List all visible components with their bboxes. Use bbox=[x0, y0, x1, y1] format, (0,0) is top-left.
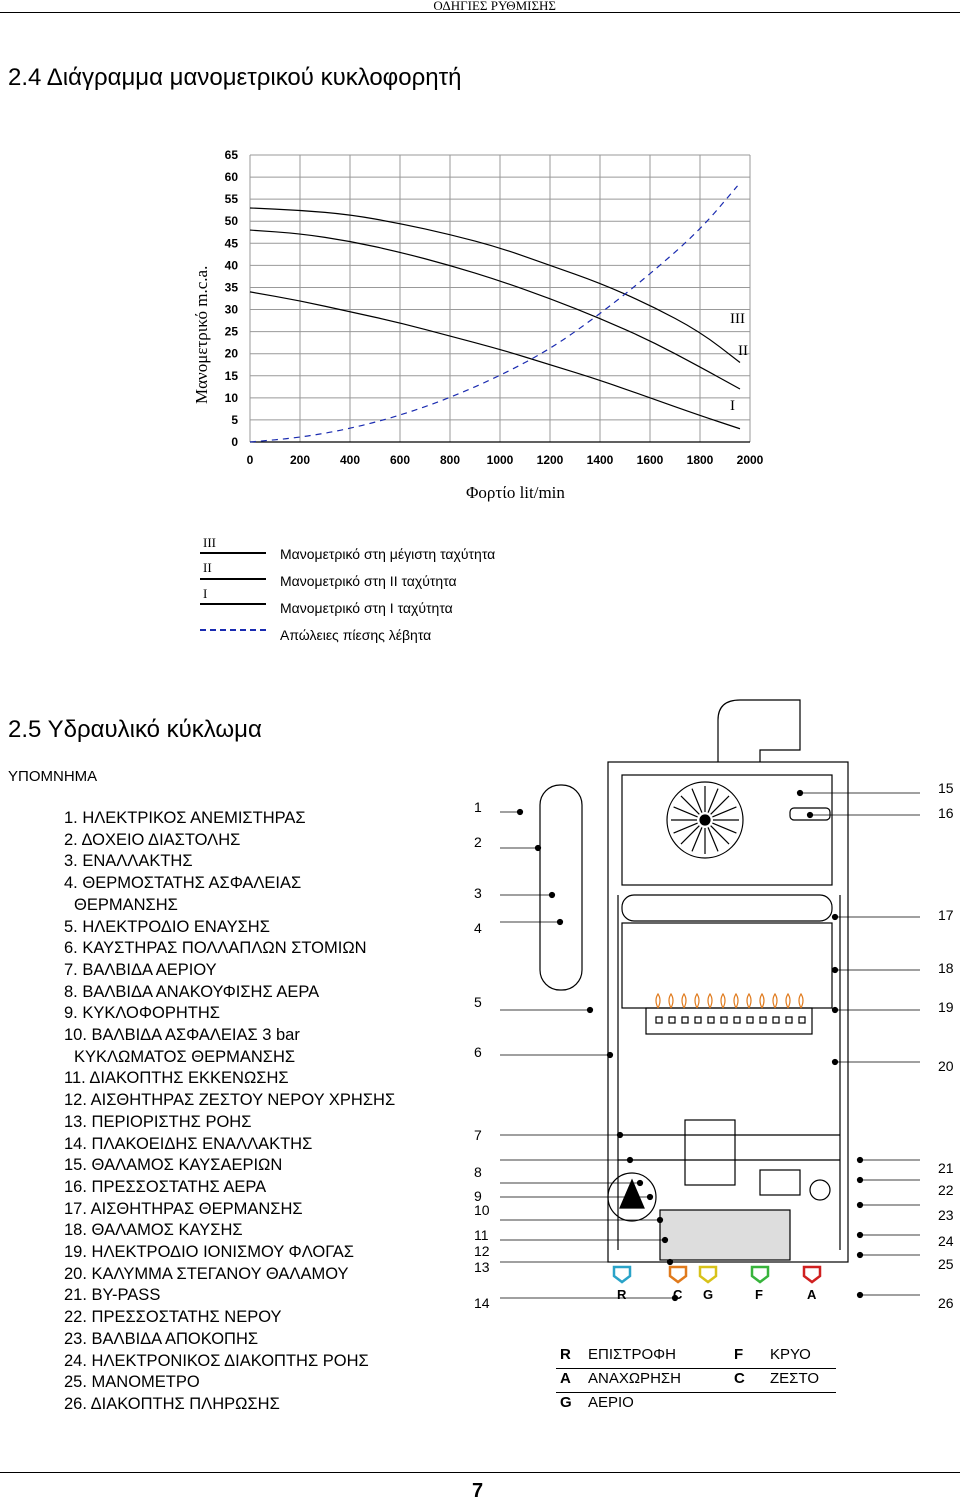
component-item bbox=[64, 851, 193, 873]
series-line-losses bbox=[250, 186, 738, 442]
y-tick-label: 40 bbox=[224, 258, 238, 273]
component-number: 11. bbox=[64, 1069, 90, 1088]
leader-dot bbox=[658, 1218, 663, 1223]
y-tick-label: 30 bbox=[224, 302, 238, 317]
leader-dot bbox=[588, 1008, 593, 1013]
connection-letter: A bbox=[807, 1287, 817, 1302]
component-number: 19. bbox=[64, 1243, 92, 1261]
component-label-cont: ΘΕΡΜΑΝΣΗΣ bbox=[74, 895, 178, 914]
fan-hub bbox=[700, 815, 710, 825]
burner-flame bbox=[734, 994, 738, 1008]
component-item bbox=[64, 1285, 160, 1307]
component-label: ΒΑΛΒΙΔΑ ΑΠΟΚΟΠΗΣ bbox=[91, 1329, 259, 1348]
component-label-cont: ΚΥΚΛΩΜΑΤΟΣ ΘΕΡΜΑΝΣΗΣ bbox=[74, 1047, 296, 1066]
component-item bbox=[64, 873, 301, 916]
legend-line-iii bbox=[200, 552, 266, 554]
y-tick-label: 25 bbox=[224, 324, 238, 339]
component-number: 15. bbox=[64, 1156, 92, 1175]
callout-number: 20 bbox=[938, 1058, 954, 1074]
code-letter-g: G bbox=[560, 1394, 572, 1411]
leader-dot bbox=[808, 813, 813, 818]
connection-arrow bbox=[804, 1267, 820, 1282]
legend-text-ii: Μανομετρικό στη II ταχύτητα bbox=[280, 573, 457, 589]
page-number: 7 bbox=[472, 1480, 484, 1502]
component-number: 4. bbox=[64, 874, 83, 893]
burner-nozzle bbox=[695, 1017, 701, 1023]
leader-dot bbox=[558, 920, 563, 925]
component-item bbox=[64, 1372, 200, 1394]
component-label: BY-PASS bbox=[91, 1286, 161, 1305]
component-number: 6. bbox=[64, 939, 83, 958]
callout-number: 3 bbox=[474, 885, 482, 901]
legend-text-iii: Μανομετρικό στη μέγιστη ταχύτητα bbox=[280, 546, 496, 562]
x-tick-label: 1800 bbox=[686, 453, 714, 467]
chart-y-label: Μανομετρικό m.c.a. bbox=[192, 265, 211, 404]
callout-number: 7 bbox=[474, 1127, 482, 1143]
component-number: 18. bbox=[64, 1221, 92, 1240]
x-tick-label: 1000 bbox=[486, 453, 514, 467]
code-label-a: ΑΝΑΧΩΡΗΣΗ bbox=[588, 1370, 682, 1387]
component-number: 2. bbox=[64, 830, 82, 849]
burner-nozzle bbox=[721, 1017, 727, 1023]
component-label: ΠΡΕΣΣΟΣΤΑΤΗΣ ΑΕΡΑ bbox=[91, 1177, 267, 1196]
component-item bbox=[64, 1264, 349, 1286]
callout-number: 13 bbox=[474, 1259, 490, 1275]
burner-flame bbox=[747, 994, 751, 1008]
callout-number: 18 bbox=[938, 960, 954, 976]
callout-number: 10 bbox=[474, 1202, 490, 1218]
component-label: ΘΑΛΑΜΟΣ ΚΑΥΣΗΣ bbox=[91, 1221, 243, 1240]
leader-dot bbox=[550, 893, 555, 898]
component-label: ΒΑΛΒΙΔΑ ΑΕΡΙΟΥ bbox=[82, 960, 217, 979]
component-label: ΠΕΡΙΟΡΙΣΤΗΣ ΡΟΗΣ bbox=[91, 1112, 252, 1131]
callout-number: 6 bbox=[474, 1044, 482, 1060]
legend-roman-ii: II bbox=[203, 560, 212, 575]
y-tick-label: 20 bbox=[224, 346, 238, 361]
component-label: ΘΑΛΑΜΟΣ ΚΑΥΣΑΕΡΙΩΝ bbox=[91, 1156, 283, 1175]
callout-number: 12 bbox=[474, 1243, 490, 1259]
component-number: 9. bbox=[64, 1004, 83, 1023]
burner-nozzle bbox=[669, 1017, 675, 1023]
footer-rule bbox=[0, 1472, 960, 1473]
code-label-c: ΖΕΣΤΟ bbox=[770, 1370, 819, 1387]
y-tick-label: 15 bbox=[224, 368, 238, 383]
legend-roman-i: I bbox=[203, 586, 208, 601]
callout-number: 21 bbox=[938, 1160, 954, 1176]
burner-flame bbox=[721, 994, 725, 1008]
burner-nozzle bbox=[734, 1017, 740, 1023]
burner-flame bbox=[695, 994, 699, 1008]
component-item bbox=[64, 982, 319, 1004]
component-item bbox=[64, 808, 306, 830]
running-header: ΟΔΗΓΙΕΣ ΡΥΘΜΙΣΗΣ bbox=[433, 0, 556, 13]
leader-dot bbox=[608, 1053, 613, 1058]
cross-pipes bbox=[618, 1135, 840, 1160]
x-tick-label: 0 bbox=[246, 453, 254, 467]
code-label-g: ΑΕΡΙΟ bbox=[588, 1394, 634, 1411]
x-tick-label: 600 bbox=[389, 453, 411, 467]
component-item bbox=[64, 1307, 282, 1329]
component-item bbox=[64, 1329, 258, 1351]
chart-x-label: Φορτίο lit/min bbox=[466, 483, 565, 502]
leader-dot bbox=[668, 1260, 673, 1265]
legend-text-losses: Απώλειες πίεσης λέβητα bbox=[280, 627, 432, 643]
x-tick-label: 2000 bbox=[736, 453, 764, 467]
burner-flame bbox=[799, 994, 803, 1008]
callout-number: 25 bbox=[938, 1256, 954, 1272]
component-label: ΚΑΛΥΜΜΑ ΣΤΕΓΑΝΟΥ ΘΑΛΑΜΟΥ bbox=[91, 1264, 349, 1283]
component-number: 14. bbox=[64, 1134, 92, 1153]
component-label: ΒΑΛΒΙΔΑ ΑΝΑΚΟΥΦΙΣΗΣ ΑΕΡΑ bbox=[82, 982, 320, 1001]
legend-text-i: Μανομετρικό στη I ταχύτητα bbox=[280, 600, 453, 616]
burner-nozzle bbox=[682, 1017, 688, 1023]
component-number: 25. bbox=[64, 1373, 92, 1392]
component-number: 21. bbox=[64, 1286, 92, 1305]
component-number: 3. bbox=[64, 852, 83, 871]
curve-label: II bbox=[738, 343, 748, 359]
component-label: ΠΡΕΣΣΟΣΤΑΤΗΣ ΝΕΡΟΥ bbox=[91, 1308, 282, 1327]
connection-letter: R bbox=[617, 1287, 627, 1302]
component-item bbox=[64, 917, 270, 939]
component-item bbox=[64, 1351, 369, 1373]
y-tick-label: 0 bbox=[231, 435, 238, 449]
leader-dot bbox=[858, 1233, 863, 1238]
x-tick-label: 200 bbox=[289, 453, 311, 467]
code-letter-r: R bbox=[560, 1346, 571, 1363]
y-tick-label: 45 bbox=[224, 236, 238, 251]
connection-arrow bbox=[670, 1267, 686, 1282]
callout-number: 22 bbox=[938, 1182, 954, 1198]
component-item bbox=[64, 960, 217, 982]
component-label: ΚΥΚΛΟΦΟΡΗΤΗΣ bbox=[82, 1004, 220, 1023]
component-number: 24. bbox=[64, 1351, 92, 1370]
component-label: ΑΙΣΘΗΤΗΡΑΣ ΖΕΣΤΟΥ ΝΕΡΟΥ ΧΡΗΣΗΣ bbox=[90, 1091, 396, 1110]
leader-dot bbox=[663, 1238, 668, 1243]
callout-number: 1 bbox=[474, 799, 482, 815]
leader-dot bbox=[858, 1158, 863, 1163]
diagram-lines bbox=[500, 700, 920, 1301]
code-label-f: ΚΡΥΟ bbox=[770, 1346, 811, 1363]
hydraulic-circuit-diagram bbox=[460, 690, 960, 1330]
leader-dot bbox=[833, 915, 838, 920]
burner-nozzle bbox=[747, 1017, 753, 1023]
x-tick-label: 1600 bbox=[636, 453, 664, 467]
burner-flame bbox=[786, 994, 790, 1008]
x-tick-label: 1200 bbox=[536, 453, 564, 467]
flue-pipe bbox=[718, 700, 800, 762]
burner-nozzle bbox=[799, 1017, 805, 1023]
leader-dot bbox=[518, 810, 523, 815]
component-item bbox=[64, 1090, 395, 1112]
section-title-hydraulic: 2.5 Υδραυλικό κύκλωμα bbox=[8, 716, 262, 743]
component-item bbox=[64, 1068, 289, 1090]
leader-dot bbox=[858, 1178, 863, 1183]
component-label: ΗΛΕΚΤΡΙΚΟΣ ΑΝΕΜΙΣΤΗΡΑΣ bbox=[82, 809, 306, 827]
component-item bbox=[64, 1199, 303, 1221]
leader-dot bbox=[858, 1253, 863, 1258]
callout-number: 9 bbox=[474, 1188, 482, 1204]
section-title-pump-diagram: 2.4 Διάγραμμα μανομετρικού κυκλοφορητή bbox=[8, 64, 462, 91]
component-number: 1. bbox=[64, 809, 83, 827]
burner bbox=[646, 1008, 812, 1034]
x-tick-label: 1400 bbox=[586, 453, 614, 467]
y-tick-label: 55 bbox=[224, 192, 238, 207]
component-item bbox=[64, 1025, 300, 1068]
series-line-I bbox=[250, 292, 740, 429]
component-item bbox=[64, 1394, 280, 1416]
code-label-r: ΕΠΙΣΤΡΟΦΗ bbox=[588, 1346, 676, 1363]
component-label: ΗΛΕΚΤΡΟΔΙΟ ΙΟΝΙΣΜΟΥ ΦΛΟΓΑΣ bbox=[91, 1243, 354, 1261]
leader-dot bbox=[638, 1181, 643, 1186]
component-number: 20. bbox=[64, 1264, 92, 1283]
callout-number: 24 bbox=[938, 1233, 954, 1249]
callout-number: 5 bbox=[474, 994, 482, 1010]
component-number: 5. bbox=[64, 917, 83, 936]
callout-number: 11 bbox=[474, 1227, 489, 1243]
pump-head-chart bbox=[200, 140, 790, 480]
y-tick-label: 10 bbox=[224, 390, 238, 405]
leader-dot bbox=[628, 1158, 633, 1163]
component-item bbox=[64, 1220, 243, 1242]
component-item bbox=[64, 1003, 220, 1025]
water-pressure-switch bbox=[760, 1170, 800, 1195]
gas-valve bbox=[685, 1120, 735, 1185]
leader-dot bbox=[833, 1008, 838, 1013]
component-number: 8. bbox=[64, 982, 83, 1001]
leader-dot bbox=[833, 968, 838, 973]
x-tick-label: 400 bbox=[339, 453, 361, 467]
component-item bbox=[64, 1155, 282, 1177]
curve-label: I bbox=[730, 398, 735, 414]
manometer bbox=[810, 1180, 830, 1200]
component-number: 22. bbox=[64, 1308, 92, 1327]
callout-number: 8 bbox=[474, 1164, 482, 1180]
component-label: ΗΛΕΚΤΡΟΝΙΚΟΣ ΔΙΑΚΟΠΤΗΣ ΡΟΗΣ bbox=[91, 1351, 369, 1370]
codes-divider-1 bbox=[556, 1368, 836, 1369]
leader-dot bbox=[858, 1203, 863, 1208]
component-item bbox=[64, 1177, 266, 1199]
connection-arrow bbox=[614, 1267, 630, 1282]
component-label: ΕΝΑΛΛΑΚΤΗΣ bbox=[82, 852, 193, 871]
component-item bbox=[64, 1112, 251, 1134]
y-tick-label: 35 bbox=[224, 280, 238, 295]
legend-line-i bbox=[200, 603, 266, 605]
legend-line-ii bbox=[200, 578, 266, 580]
component-label: ΗΛΕΚΤΡΟΔΙΟ ΕΝΑΥΣΗΣ bbox=[82, 917, 270, 936]
callout-number: 15 bbox=[938, 780, 954, 796]
connection-arrow bbox=[752, 1267, 768, 1282]
y-tick-label: 60 bbox=[224, 170, 238, 185]
component-label: ΠΛΑΚΟΕΙΔΗΣ ΕΝΑΛΛΑΚΤΗΣ bbox=[91, 1134, 313, 1153]
leader-dot bbox=[833, 1060, 838, 1065]
legend-line-losses bbox=[200, 629, 266, 631]
plate-heat-exchanger bbox=[660, 1210, 790, 1260]
y-tick-label: 50 bbox=[224, 214, 238, 229]
callout-number: 23 bbox=[938, 1207, 954, 1223]
callout-number: 19 bbox=[938, 999, 954, 1015]
component-number: 12. bbox=[64, 1091, 91, 1110]
callout-number: 2 bbox=[474, 834, 482, 850]
callout-number: 14 bbox=[474, 1295, 490, 1311]
leader-dot bbox=[536, 846, 541, 851]
components-legend-title: ΥΠΟΜΝΗΜΑ bbox=[8, 768, 98, 785]
burner-flame bbox=[669, 994, 673, 1008]
component-label: ΘΕΡΜΟΣΤΑΤΗΣ ΑΣΦΑΛΕΙΑΣ bbox=[82, 874, 302, 893]
component-number: 16. bbox=[64, 1177, 92, 1196]
component-label: ΑΙΣΘΗΤΗΡΑΣ ΘΕΡΜΑΝΣΗΣ bbox=[90, 1199, 303, 1218]
y-tick-label: 5 bbox=[231, 412, 238, 427]
connection-arrow bbox=[700, 1267, 716, 1282]
burner-flame bbox=[708, 994, 712, 1008]
series-line-III bbox=[250, 208, 740, 363]
connection-letter: F bbox=[755, 1287, 763, 1302]
component-number: 26. bbox=[64, 1394, 91, 1413]
code-letter-c: C bbox=[734, 1370, 745, 1387]
leader-dot bbox=[618, 1133, 623, 1138]
component-item bbox=[64, 830, 240, 852]
component-number: 17. bbox=[64, 1199, 91, 1218]
leader-dot bbox=[648, 1195, 653, 1200]
callout-number: 16 bbox=[938, 805, 954, 821]
burner-flame bbox=[656, 994, 660, 1008]
component-number: 13. bbox=[64, 1112, 92, 1131]
component-number: 23. bbox=[64, 1329, 92, 1348]
burner-nozzle bbox=[656, 1017, 662, 1023]
leader-dot bbox=[798, 791, 803, 796]
component-item bbox=[64, 1134, 312, 1156]
component-label: ΜΑΝΟΜΕΤΡΟ bbox=[91, 1373, 200, 1392]
callout-number: 17 bbox=[938, 907, 954, 923]
component-number: 7. bbox=[64, 960, 83, 979]
heat-exchanger bbox=[622, 895, 832, 921]
component-label: ΚΑΥΣΤΗΡΑΣ ΠΟΛΛΑΠΛΩΝ ΣΤΟΜΙΩΝ bbox=[82, 939, 367, 958]
burner-flame bbox=[760, 994, 764, 1008]
burner-nozzle bbox=[760, 1017, 766, 1023]
component-item bbox=[64, 938, 367, 960]
component-number: 10. bbox=[64, 1026, 92, 1044]
burner-nozzle bbox=[708, 1017, 714, 1023]
leader-dot bbox=[858, 1293, 863, 1298]
expansion-tank bbox=[540, 785, 582, 990]
callout-number: 26 bbox=[938, 1295, 954, 1311]
connection-letter: G bbox=[703, 1287, 714, 1302]
burner-flame bbox=[682, 994, 686, 1008]
legend-roman-iii: III bbox=[203, 535, 216, 550]
component-item bbox=[64, 1242, 354, 1264]
component-label: ΒΑΛΒΙΔΑ ΑΣΦΑΛΕΙΑΣ 3 bar bbox=[91, 1026, 300, 1044]
component-label: ΔΙΑΚΟΠΤΗΣ ΕΚΚΕΝΩΣΗΣ bbox=[89, 1069, 289, 1088]
curve-label: III bbox=[730, 311, 745, 327]
component-label: ΔΙΑΚΟΠΤΗΣ ΠΛΗΡΩΣΗΣ bbox=[90, 1394, 280, 1413]
code-letter-a: A bbox=[560, 1370, 571, 1387]
codes-divider-2 bbox=[556, 1392, 836, 1393]
burner-nozzle bbox=[773, 1017, 779, 1023]
connection-letter: C bbox=[673, 1287, 683, 1302]
burner-flame bbox=[773, 994, 777, 1008]
x-tick-label: 800 bbox=[439, 453, 461, 467]
burner-nozzle bbox=[786, 1017, 792, 1023]
component-label: ΔΟΧΕΙΟ ΔΙΑΣΤΟΛΗΣ bbox=[81, 830, 241, 849]
y-tick-label: 65 bbox=[224, 148, 238, 162]
code-letter-f: F bbox=[734, 1346, 744, 1363]
callout-number: 4 bbox=[474, 920, 482, 936]
